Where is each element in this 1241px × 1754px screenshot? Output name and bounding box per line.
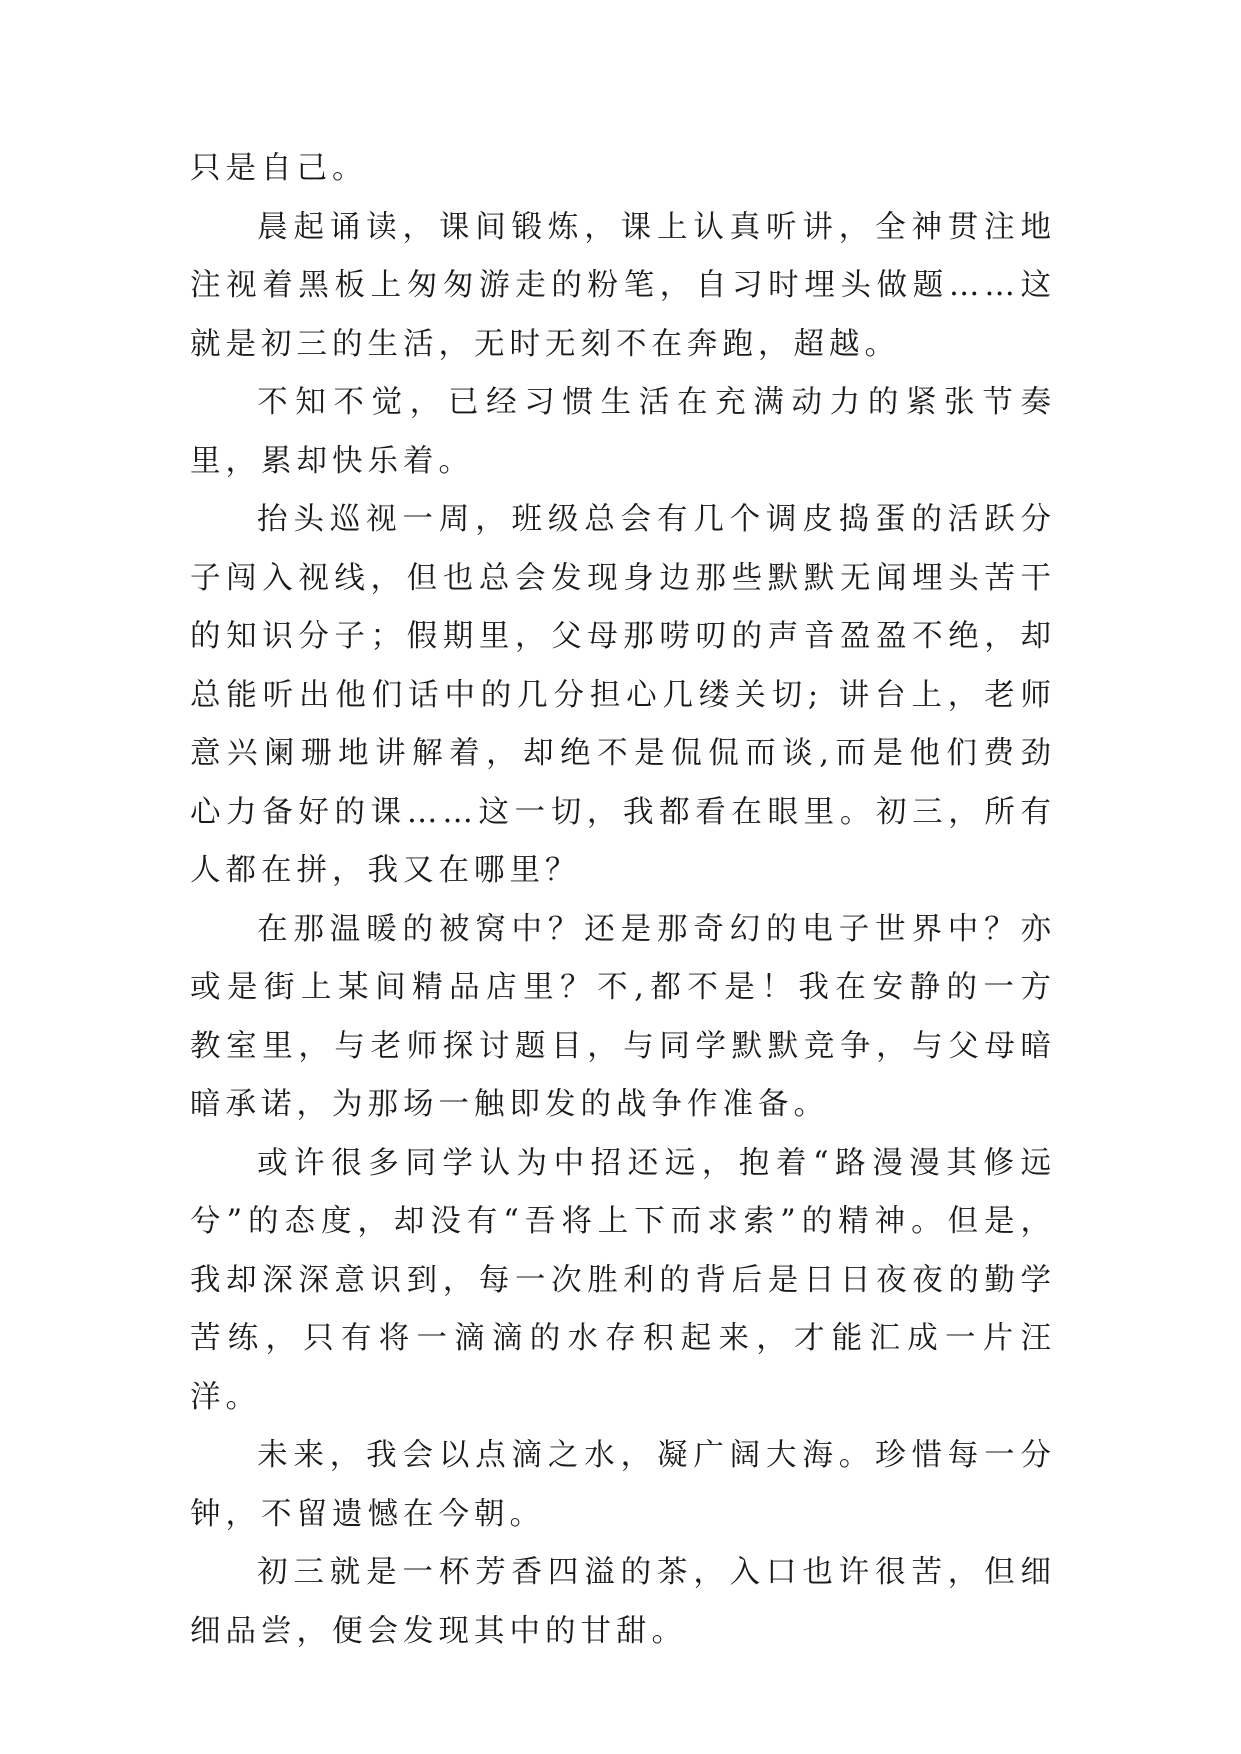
paragraph: 抬头巡视一周，班级总会有几个调皮捣蛋的活跃分子闯入视线，但也总会发现身边那些默默无闻埋头苦干的知识分子；假期里，父母那唠叨的声音盈盈不绝，却总能听出他们话中的几分担心几缕关切; 讲台上，老师意兴阑珊地讲解着，却绝不是侃侃而谈,而是他们费劲心力备好的课……这一切，我都看在眼里。初三，所有人都在拼，我又在哪里？ xyxy=(190,502,1056,888)
document-body xyxy=(190,140,1056,1661)
paragraph: 或许很多同学认为中招还远，抱着“路漫漫其修远兮”的态度，却没有“吾将上下而求索”的精神。但是，我却深深意识到，每一次胜利的背后是日日夜夜的勤学苦练，只有将一滴滴的水存积起来，才能汇成一片汪洋。 xyxy=(190,1145,1056,1415)
paragraph: 初三就是一杯芳香四溢的茶，入口也许很苦，但细细品尝，便会发现其中的甘甜。 xyxy=(190,1555,1056,1649)
paragraph: 不知不觉，已经习惯生活在充满动力的紧张节奏里，累却快乐着。 xyxy=(190,385,1056,479)
paragraph: 在那温暖的被窝中？还是那奇幻的电子世界中？亦或是街上某间精品店里？不,都不是！我在安静的一方教室里，与老师探讨题目，与同学默默竞争，与父母暗暗承诺，为那场一触即发的战争作准备。 xyxy=(190,911,1056,1122)
paragraph: 未来，我会以点滴之水，凝广阔大海。珍惜每一分钟，不留遗憾在今朝。 xyxy=(190,1438,1056,1532)
paragraph: 晨起诵读，课间锻炼，课上认真听讲，全神贯注地注视着黑板上匆匆游走的粉笔，自习时埋头做题……这就是初三的生活，无时无刻不在奔跑，超越。 xyxy=(190,209,1056,362)
paragraph-continuation: 只是自己。 xyxy=(190,151,368,186)
